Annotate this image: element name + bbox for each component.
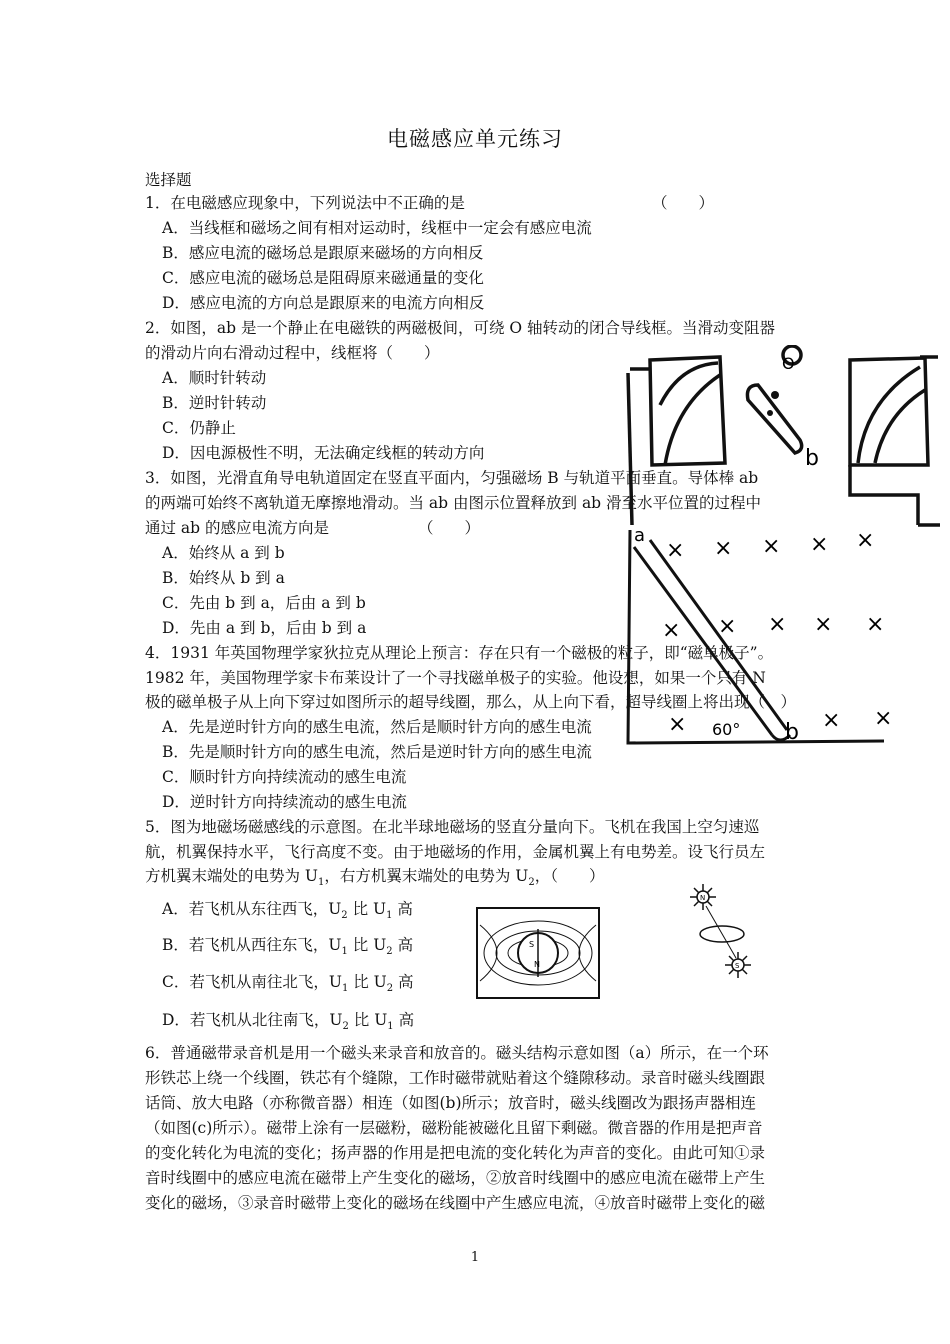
question-6-line4: （如图(c)所示）。磁带上涂有一层磁粉，磁粉能被磁化且留下剩磁。微音器的作用是把声音 — [145, 1119, 763, 1137]
question-5-option-c: C．若飞机从南往北飞，$U_1$ 比 $U_2$ 高 — [162, 973, 414, 995]
question-2-option-d: D．因电源极性不明，无法确定线框的转动方向 — [162, 444, 485, 462]
field-cross: × — [866, 612, 885, 637]
label-s: S — [735, 962, 740, 970]
question-3-stem-line2: 的两端可始终不离轨道无摩擦地滑动。当 ab 由图示位置释放到 ab 滑至水平位置的过程中 — [145, 494, 762, 512]
question-6-line2: 形铁芯上绕一个线圈，铁芯有个缝隙，工作时磁带就贴着这个缝隙移动。录音时磁头线圈跟 — [145, 1069, 766, 1087]
question-1-option-a: A．当线框和磁场之间有相对运动时，线框中一定会有感应电流 — [162, 219, 592, 237]
question-1-answer-blank: （ ） — [652, 194, 715, 212]
question-4-stem-line2: 1982 年，美国物理学家卡布莱设计了一个寻找磁单极子的实验。他设想，如果一个只有 N — [145, 669, 766, 687]
earth-magnetic-field-figure — [474, 905, 602, 1001]
question-5-option-b: B．若飞机从西往东飞，$U_1$ 比 $U_2$ 高 — [162, 936, 414, 958]
rail-figure — [622, 525, 892, 750]
question-6-line3: 话筒、放大电路（亦称微音器）相连（如图(b)所示；放音时，磁头线圈改为跟扬声器相连 — [145, 1094, 757, 1112]
question-5-stem-line3: 方机翼末端处的电势为 $U_1$，右方机翼末端处的电势为 $U_2$，（ ） — [145, 867, 605, 889]
question-5-option-a: A．若飞机从东往西飞，$U_2$ 比 $U_1$ 高 — [162, 900, 413, 922]
question-5-stem-line2: 航，机翼保持水平，飞行高度不变。由于地磁场的作用，金属机翼上有电势差。设飞行员左 — [145, 843, 766, 861]
question-3-option-a: A．始终从 a 到 b — [162, 544, 285, 562]
label-o: O — [782, 354, 795, 373]
page-title: 电磁感应单元练习 — [387, 127, 563, 151]
question-5-option-d: D．若飞机从北往南飞，$U_2$ 比 $U_1$ 高 — [162, 1011, 415, 1033]
question-2-option-a: A．顺时针转动 — [162, 369, 267, 387]
question-6-line6: 音时线圈中的感应电流在磁带上产生变化的磁场，②放音时线圈中的感应电流在磁带上产生 — [145, 1169, 766, 1187]
field-cross: × — [714, 536, 733, 561]
question-4-option-a: A．先是逆时针方向的感生电流，然后是顺时针方向的感生电流 — [162, 718, 592, 736]
label-a: a — [634, 525, 646, 546]
question-3-option-d: D．先由 a 到 b，后由 b 到 a — [162, 619, 367, 637]
angle-label: 60° — [712, 720, 741, 739]
label-n: N — [700, 894, 706, 902]
field-cross: × — [718, 614, 737, 639]
question-6-line5: 的变化转化为电流的变化；扬声器的作用是把电流的变化转化为声音的变化。由此可知①录 — [145, 1144, 766, 1162]
question-3-stem-line3: 通过 ab 的感应电流方向是 — [145, 519, 330, 537]
pivot-dot — [771, 391, 779, 399]
field-cross: × — [768, 612, 787, 637]
question-3-option-c: C．先由 b 到 a，后由 a 到 b — [162, 594, 366, 612]
field-cross: × — [856, 528, 875, 553]
question-4-option-c: C．顺时针方向持续流动的感生电流 — [162, 768, 407, 786]
label-s: S — [529, 940, 535, 949]
field-cross: × — [814, 612, 833, 637]
question-6-line1: 6．普通磁带录音机是用一个磁头来录音和放音的。磁头结构示意如图（a）所示，在一个环 — [145, 1044, 769, 1062]
monopole-ring-figure — [688, 882, 760, 982]
question-2-option-b: B．逆时针转动 — [162, 394, 267, 412]
question-1-option-b: B．感应电流的磁场总是跟原来磁场的方向相反 — [162, 244, 484, 262]
section-heading: 选择题 — [145, 171, 192, 189]
field-cross: × — [810, 532, 829, 557]
question-5-stem-line1: 5．图为地磁场磁感线的示意图。在北半球地磁场的竖直分量向下。飞机在我国上空匀速巡 — [145, 818, 760, 836]
question-3-answer-blank: （ ） — [418, 519, 481, 537]
question-4-stem-line3: 极的磁单极子从上向下穿过如图所示的超导线圈，那么，从上向下看，超导线圈上将出现（ ） — [145, 693, 797, 711]
field-cross: × — [668, 712, 687, 737]
question-3-stem-line1: 3．如图，光滑直角导电轨道固定在竖直平面内，匀强磁场 B 与轨道平面垂直。导体棒 ab — [145, 469, 759, 487]
electromagnet-figure — [620, 345, 942, 530]
question-1-option-d: D．感应电流的方向总是跟原来的电流方向相反 — [162, 294, 485, 312]
question-1-stem: 1．在电磁感应现象中，下列说法中不正确的是 — [145, 194, 465, 212]
field-cross: × — [762, 534, 781, 559]
question-2-option-c: C．仍静止 — [162, 419, 236, 437]
label-b: b — [785, 720, 799, 745]
question-3-option-b: B．始终从 b 到 a — [162, 569, 285, 587]
question-2-stem-line1: 2．如图，ab 是一个静止在电磁铁的两磁极间，可绕 O 轴转动的闭合导线框。当滑动变阻器 — [145, 319, 776, 337]
question-4-option-d: D．逆时针方向持续流动的感生电流 — [162, 793, 407, 811]
question-1-option-c: C．感应电流的磁场总是阻碍原来磁通量的变化 — [162, 269, 484, 287]
label-n: N — [534, 960, 540, 969]
question-4-stem-line1: 4．1931 年英国物理学家狄拉克从理论上预言：存在只有一个磁极的粒子，即“磁单极子”。 — [145, 644, 774, 662]
field-cross: × — [666, 538, 685, 563]
question-6-line7: 变化的磁场，③录音时磁带上变化的磁场在线圈中产生感应电流，④放音时磁带上变化的磁 — [145, 1194, 766, 1212]
label-b: b — [805, 446, 819, 471]
field-cross: × — [662, 618, 681, 643]
page-number: 1 — [470, 1250, 480, 1265]
field-cross: × — [874, 706, 892, 731]
field-cross: × — [822, 708, 841, 733]
question-4-option-b: B．先是顺时针方向的感生电流，然后是逆时针方向的感生电流 — [162, 743, 592, 761]
question-2-stem-line2: 的滑动片向右滑动过程中，线框将（ ） — [145, 344, 440, 362]
